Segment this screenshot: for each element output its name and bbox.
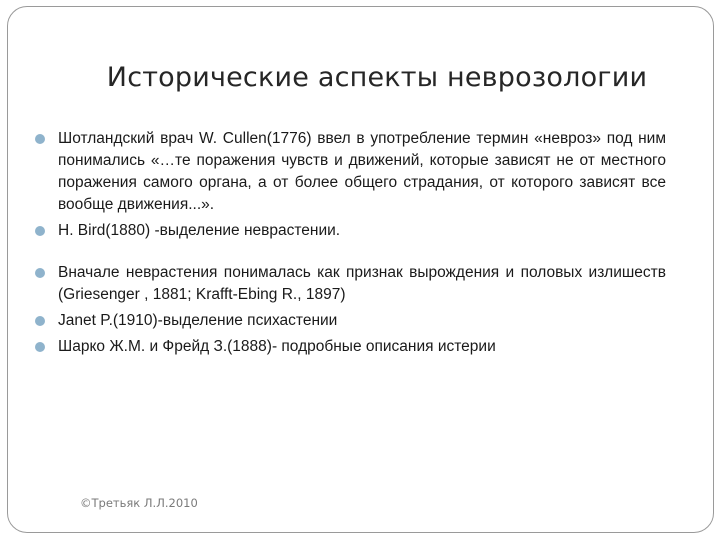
bullet-dot-icon (35, 342, 45, 352)
bullet-text: Шарко Ж.М. и Фрейд З.(1888)- подробные описания истерии (58, 338, 496, 355)
slide-title: Исторические аспекты неврозологии (106, 62, 648, 93)
bullet-text: Шотландский врач W. Cullen(1776) ввел в употребление термин «невроз» под ним понимались «…те поражения чувств и движений, которые зависят не от местного поражения самого органа, а от более общего страдания, от которого зависят все вообще движения...». (58, 130, 666, 213)
bullet-text: Janet P.(1910)-выделение психастении (58, 312, 338, 329)
bullet-dot-icon (35, 134, 45, 144)
bullet-item (30, 220, 666, 242)
copyright-footer: ©Третьяк Л.Л.2010 (80, 496, 198, 510)
bullet-dot-icon (35, 268, 45, 278)
bullet-dot-icon (35, 226, 45, 236)
bullet-text: Вначале неврастения понималась как признак вырождения и половых излишеств (Griesenger , 1881; Krafft-Ebing R., 1897) (58, 264, 666, 303)
bullet-item (30, 310, 666, 332)
bullet-item (30, 336, 666, 358)
bullet-dot-icon (35, 316, 45, 326)
bullet-text: H. Bird(1880) -выделение неврастении. (58, 222, 341, 239)
bullet-list (30, 128, 666, 358)
bullet-item (30, 128, 666, 216)
bullet-item (30, 262, 666, 306)
